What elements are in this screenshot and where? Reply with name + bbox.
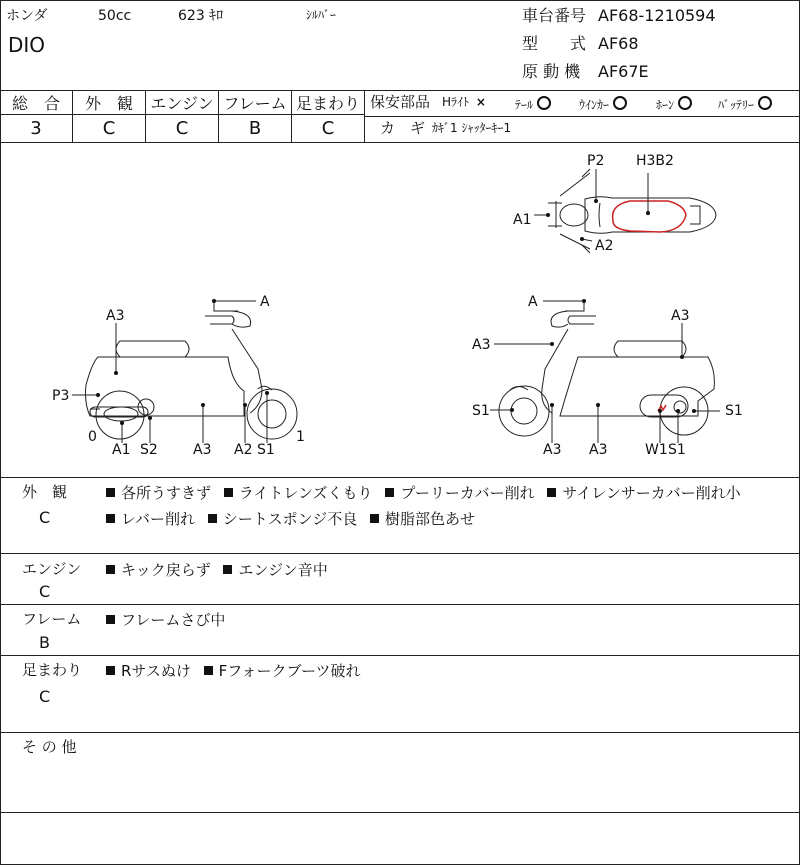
bullet-square-icon	[106, 514, 115, 523]
displacement: 50cc	[98, 8, 132, 24]
label-0: 0	[88, 429, 97, 445]
mark-circle-icon	[758, 96, 772, 110]
note-item: プーリーカバー削れ	[385, 484, 534, 502]
note-item: 各所うすきず	[106, 484, 211, 502]
label-a3-left-seat: A3	[106, 308, 125, 324]
grade-header-engine: エンジン	[150, 94, 214, 113]
section-title-engine: エンジン	[22, 560, 82, 578]
note-item: フレームさび中	[106, 611, 225, 629]
safety-item-horn: ﾎｰﾝ	[656, 96, 692, 111]
grade-value-engine: C	[175, 118, 189, 139]
label-s1-left: S1	[257, 442, 275, 458]
section-items-exterior	[106, 480, 796, 532]
label-a2-left: A2	[234, 442, 253, 458]
section-grade-engine: C	[39, 582, 51, 601]
label-a1-top: A1	[513, 212, 532, 228]
grade-header-frame: フレーム	[223, 94, 287, 113]
bullet-square-icon	[224, 488, 233, 497]
label-a3-right-1: A3	[543, 442, 562, 458]
grade-header-suspension: 足まわり	[295, 94, 360, 113]
section-title-other: そ の 他	[22, 738, 77, 756]
section-title-exterior: 外 観	[22, 483, 68, 501]
bullet-square-icon	[106, 565, 115, 574]
mark-circle-icon	[613, 96, 627, 110]
damage-outline-seat	[613, 201, 686, 232]
color-name: ｼﾙﾊﾞｰ	[306, 8, 337, 22]
grade-value-exterior: C	[102, 118, 116, 139]
note-item: エンジン音中	[223, 561, 327, 579]
section-items-suspension	[106, 658, 796, 684]
bullet-square-icon	[106, 488, 115, 497]
mileage: 623 ｷﾛ	[178, 8, 224, 24]
note-item: Rサスぬけ	[106, 662, 191, 680]
label-a3-left-floor: A3	[193, 442, 212, 458]
maker-name: ホンダ	[6, 8, 48, 24]
label-s1-right-bottom: S1	[668, 442, 686, 458]
model-name: DIO	[8, 33, 46, 57]
label-a3-right-2: A3	[589, 442, 608, 458]
grade-header-exterior: 外 観	[84, 94, 133, 113]
safety-label: 保安部品	[370, 93, 431, 111]
bullet-square-icon	[385, 488, 394, 497]
label-a-right: A	[528, 294, 538, 310]
frame-no: AF68-1210594	[598, 6, 716, 25]
mark-cross: ×	[475, 95, 486, 109]
section-items-engine	[106, 557, 796, 583]
label-s2-left: S2	[140, 442, 158, 458]
label-a3-right-seat: A3	[671, 308, 690, 324]
note-item: ライトレンズくもり	[224, 484, 373, 502]
label-p2: P2	[587, 153, 605, 169]
note-item: 樹脂部色あせ	[370, 510, 475, 528]
grade-value-suspension: C	[321, 118, 335, 139]
label-a1-left: A1	[112, 442, 131, 458]
note-item: サイレンサーカバー削れ小	[547, 484, 740, 502]
type-label: 型 式	[522, 34, 587, 53]
mark-circle-icon	[678, 96, 692, 110]
section-title-frame: フレーム	[22, 610, 82, 628]
safety-item-battery: ﾊﾞｯﾃﾘｰ	[718, 96, 772, 111]
label-h3b2: H3B2	[636, 153, 674, 169]
bullet-square-icon	[106, 666, 115, 675]
key-label: カ ギ	[380, 119, 426, 137]
note-item: Fフォークブーツ破れ	[204, 662, 361, 680]
bullet-square-icon	[208, 514, 217, 523]
grade-value-overall: 3	[30, 118, 42, 139]
mark-circle-icon	[537, 96, 551, 110]
damage-diagram	[0, 143, 800, 476]
section-title-suspension: 足まわり	[22, 661, 83, 679]
label-a2-top: A2	[595, 238, 614, 254]
section-grade-exterior: C	[39, 508, 51, 527]
safety-item-winker: ｳｲﾝｶｰ	[579, 96, 627, 111]
key-value: ｶｷﾞ1 ｼｬｯﾀｰｷｰ1	[432, 121, 512, 135]
engine-value: AF67E	[598, 62, 649, 81]
bullet-square-icon	[204, 666, 213, 675]
label-w1-right: W1	[645, 442, 668, 458]
bullet-square-icon	[223, 565, 232, 574]
bullet-square-icon	[106, 615, 115, 624]
scooter-top-view	[548, 169, 716, 253]
bullet-square-icon	[370, 514, 379, 523]
safety-item-tail: ﾃｰﾙ	[515, 96, 551, 111]
grade-header-overall: 総 合	[11, 94, 60, 113]
label-a-left: A	[260, 294, 270, 310]
section-items-frame	[106, 607, 796, 633]
note-item: シートスポンジ不良	[208, 510, 357, 528]
note-item: キック戻らず	[106, 561, 211, 579]
section-grade-suspension: C	[39, 687, 51, 706]
grade-value-frame: B	[248, 118, 262, 139]
label-p3-left: P3	[52, 388, 70, 404]
safety-item-headlight: Hﾗｲﾄ ×	[442, 95, 486, 109]
type-value: AF68	[598, 34, 639, 53]
label-s1-right-front: S1	[472, 403, 490, 419]
frame-no-label: 車台番号	[522, 6, 587, 25]
label-a3-right-front: A3	[472, 337, 491, 353]
label-1: 1	[296, 429, 305, 445]
note-item: レバー削れ	[106, 510, 195, 528]
bullet-square-icon	[547, 488, 556, 497]
section-grade-frame: B	[39, 633, 50, 652]
engine-label: 原 動 機	[522, 62, 581, 81]
label-s1-right-rear: S1	[725, 403, 743, 419]
